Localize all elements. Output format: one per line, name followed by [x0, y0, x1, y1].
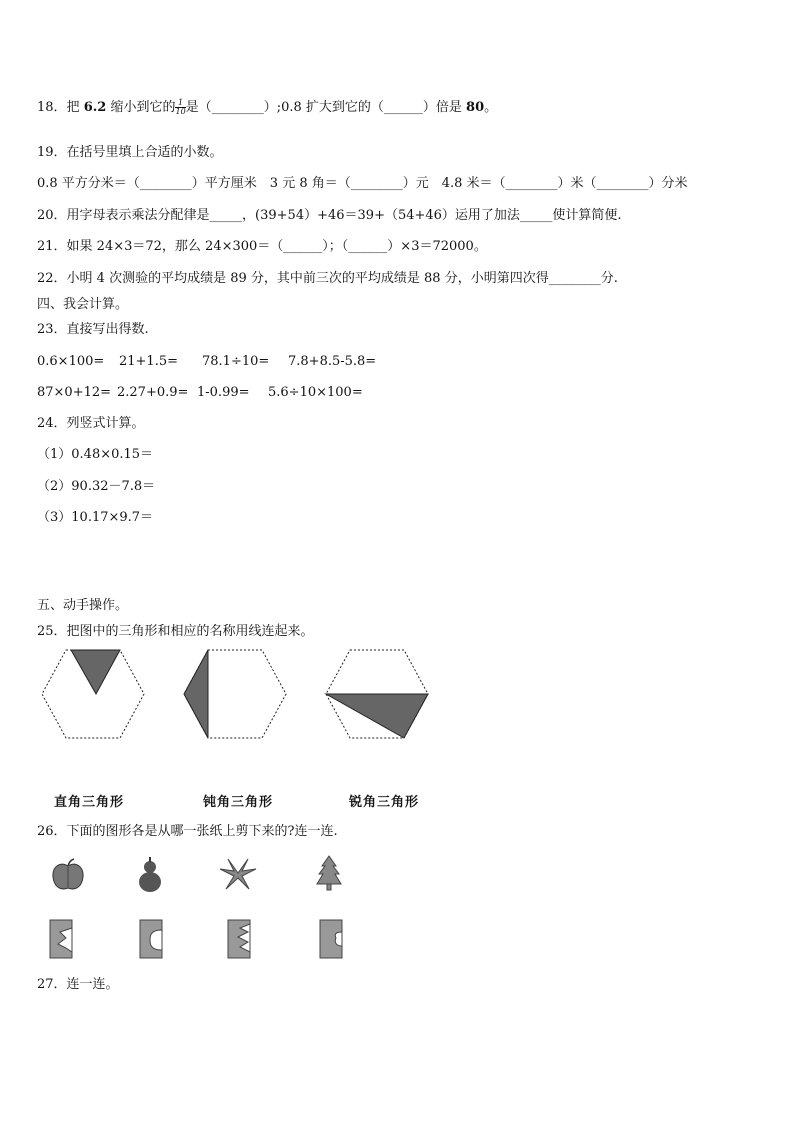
question-19: 19．在括号里填上合适的小数。 [37, 145, 223, 160]
shaded-triangle [71, 650, 120, 694]
flower-icon [218, 855, 258, 893]
hexagon-figure-1 [38, 646, 148, 742]
folded-paper-3 [224, 918, 254, 960]
folded-paper-2 [136, 918, 166, 960]
hexagon-figure-2 [180, 646, 290, 742]
q24-item: （1）0.48×0.15＝ [37, 447, 154, 462]
triangle-label: 钝角三角形 [203, 795, 274, 810]
q18-number: 18． [37, 100, 67, 115]
question-21: 21．如果 24×3＝72，那么 24×300＝（______）；（______）×3＝72000。 [37, 239, 487, 254]
question-26: 26．下面的图形各是从哪一张纸上剪下来的?连一连. [37, 824, 338, 839]
calc-item: 0.6×100= [37, 354, 105, 369]
calc-row [37, 354, 376, 370]
calc-item: 78.1÷10= [202, 354, 270, 369]
calc-item: 2.27+0.9= [117, 385, 189, 400]
calc-item: 21+1.5= [119, 354, 179, 369]
shaded-triangle [184, 650, 208, 738]
tree-icon [314, 854, 344, 894]
question-18: 18．把 6.2 缩小到它的 $\frac{1}{10}$ 是（________）;0.8 扩大到它的（______）倍是 80。 [37, 98, 498, 116]
section-five-heading: 五、动手操作。 [37, 598, 129, 613]
folded-paper-1 [46, 918, 76, 960]
section-four-heading: 四、我会计算。 [37, 297, 129, 312]
calc-row [37, 385, 363, 401]
calc-item: 87×0+12= [37, 385, 112, 400]
fraction: $\frac{1}{10}$ [175, 98, 186, 116]
question-20: 20．用字母表示乘法分配律是_____，(39+54）+46＝39+（54+46）运用了加法_____使计算简便. [37, 208, 622, 223]
gourd-icon [133, 856, 167, 894]
question-19-items: 0.8 平方分米＝（________）平方厘米 3 元 8 角＝（________）元 4.8 米＝（________）米（________）分米 [37, 176, 688, 191]
blank: ________ [211, 100, 264, 115]
question-24: 24．列竖式计算。 [37, 416, 145, 431]
apple-icon [50, 857, 86, 893]
calc-item: 7.8+8.5-5.8= [288, 354, 377, 369]
blank: ______ [383, 100, 423, 115]
calc-item: 5.6÷10×100= [268, 385, 363, 400]
shaded-triangle [326, 694, 428, 738]
question-25: 25．把图中的三角形和相应的名称用线连起来。 [37, 624, 314, 639]
question-23: 23．直接写出得数. [37, 322, 149, 337]
hexagon-figure-3 [322, 646, 432, 742]
calc-item: 1-0.99= [197, 385, 250, 400]
triangle-label: 直角三角形 [54, 795, 125, 810]
q24-item: （3）10.17×9.7＝ [37, 510, 154, 525]
question-22: 22．小明 4 次测验的平均成绩是 89 分，其中前三次的平均成绩是 88 分，小明第四次得________分. [37, 271, 618, 286]
folded-paper-4 [316, 918, 346, 960]
triangle-label: 锐角三角形 [349, 795, 420, 810]
question-27: 27．连一连。 [37, 977, 119, 992]
q24-item: （2）90.32－7.8＝ [37, 479, 156, 494]
